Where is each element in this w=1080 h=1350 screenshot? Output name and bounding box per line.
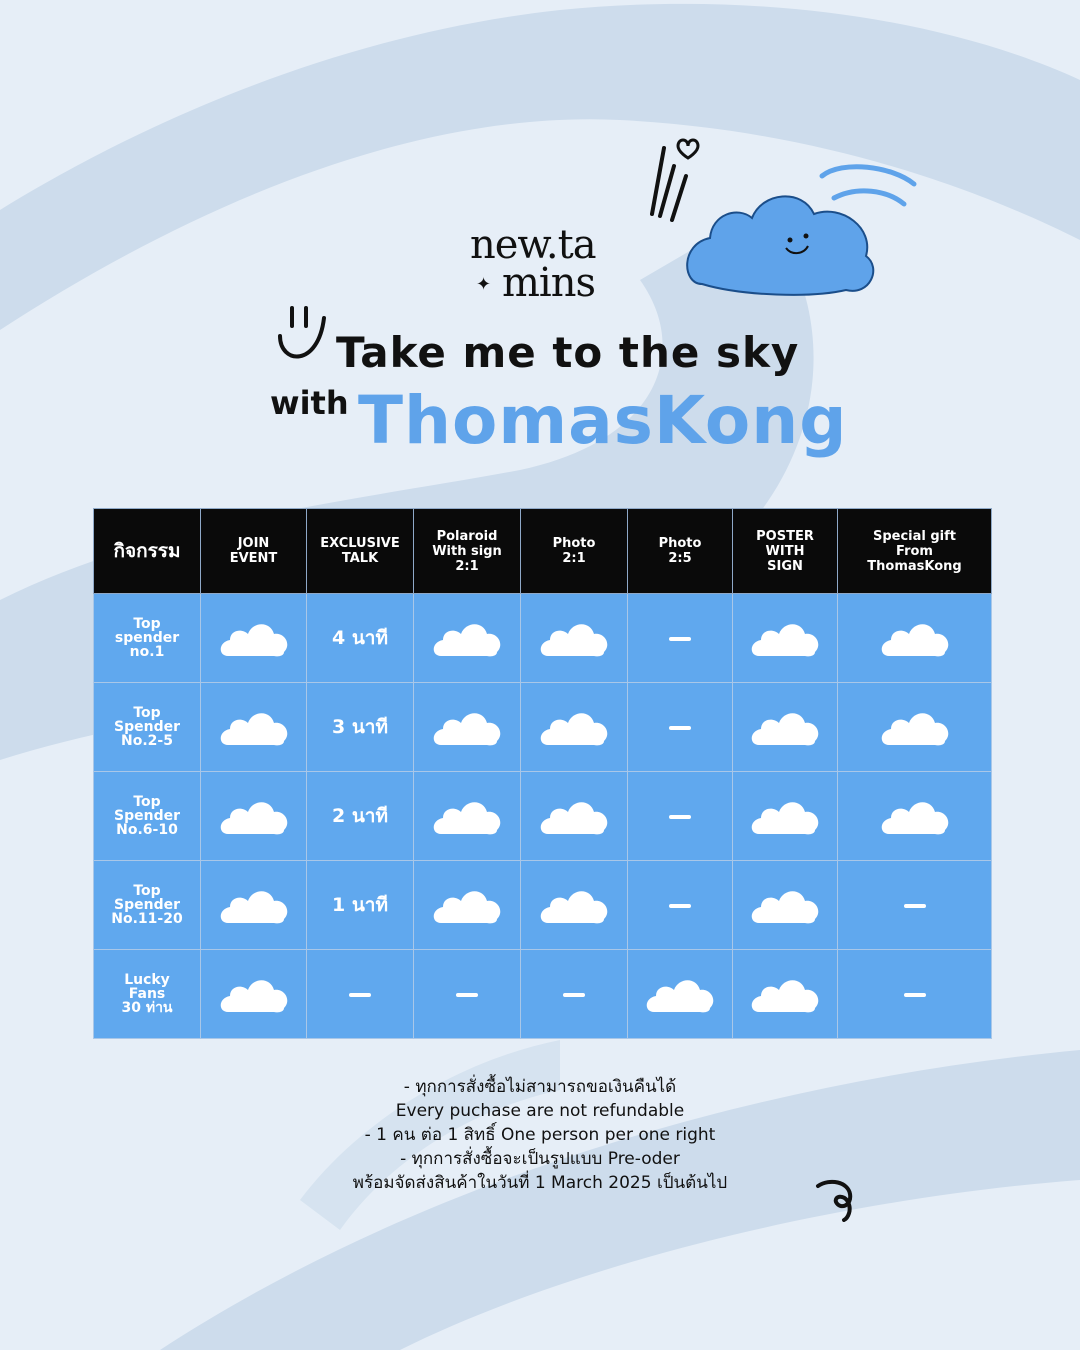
dash-icon bbox=[904, 904, 926, 908]
cloud-icon bbox=[218, 796, 290, 836]
table-cell bbox=[521, 861, 628, 950]
squiggle-icon bbox=[814, 1176, 864, 1222]
row-label bbox=[94, 594, 201, 683]
cloud-icon bbox=[879, 796, 951, 836]
dash-icon bbox=[669, 637, 691, 641]
column-header bbox=[838, 509, 992, 594]
cloud-icon bbox=[538, 707, 610, 747]
note-line: - ทุกการสั่งซื้อไม่สามารถขอเงินคืนได้ bbox=[403, 1077, 677, 1097]
table-cell bbox=[733, 861, 838, 950]
table-cell bbox=[838, 683, 992, 772]
column-header bbox=[414, 509, 521, 594]
cloud-icon bbox=[538, 796, 610, 836]
row-label-line: spender bbox=[114, 630, 180, 646]
table-cell bbox=[521, 683, 628, 772]
dash-icon bbox=[904, 993, 926, 997]
row-label bbox=[94, 772, 201, 861]
header-line: EXCLUSIVE bbox=[320, 536, 400, 551]
table-row bbox=[94, 861, 992, 950]
cloud-icon bbox=[218, 885, 290, 925]
row-label-line: 30 ท่าน bbox=[121, 1000, 173, 1016]
brand-star-icon: ✦ bbox=[476, 274, 491, 295]
brand-logo bbox=[470, 222, 620, 306]
table-cell bbox=[307, 772, 414, 861]
talk-duration: 3 นาที bbox=[331, 716, 389, 738]
table-cell bbox=[521, 594, 628, 683]
row-label-line: Spender bbox=[114, 719, 180, 735]
table-cell bbox=[628, 772, 733, 861]
table-cell bbox=[201, 594, 307, 683]
header-line: Photo bbox=[658, 536, 702, 551]
note-line: - ทุกการสั่งซื้อจะเป็นรูปแบบ Pre-oder bbox=[400, 1149, 680, 1169]
cloud-icon bbox=[218, 707, 290, 747]
row-label-line: Top bbox=[133, 616, 161, 632]
table-cell bbox=[838, 772, 992, 861]
talk-duration: 4 นาที bbox=[331, 627, 389, 649]
table-cell bbox=[414, 861, 521, 950]
header-line: Special gift bbox=[872, 528, 957, 544]
table-cell bbox=[201, 772, 307, 861]
cloud-icon bbox=[218, 618, 290, 658]
table-row bbox=[94, 950, 992, 1039]
table-cell bbox=[307, 683, 414, 772]
column-header bbox=[733, 509, 838, 594]
row-label-line: Lucky bbox=[124, 972, 170, 988]
header-line: JOIN bbox=[237, 536, 270, 551]
table-cell bbox=[628, 683, 733, 772]
column-header bbox=[521, 509, 628, 594]
row-label-line: no.1 bbox=[129, 644, 165, 660]
header-line: TALK bbox=[341, 551, 379, 566]
table-cell bbox=[733, 594, 838, 683]
table-body bbox=[94, 594, 992, 1039]
table-cell bbox=[201, 683, 307, 772]
row-label-line: Spender bbox=[114, 808, 180, 824]
header-line: 2:1 bbox=[455, 558, 479, 574]
talk-duration: 2 นาที bbox=[331, 805, 389, 827]
row-label-line: No.6-10 bbox=[116, 822, 178, 838]
note-line: พร้อมจัดส่งสินค้าในวันที่ 1 March 2025 เป็นต้นไป bbox=[352, 1173, 728, 1193]
table-cell bbox=[733, 950, 838, 1039]
header-line: 2:1 bbox=[562, 551, 586, 566]
cloud-icon bbox=[431, 885, 503, 925]
table-cell bbox=[414, 772, 521, 861]
note-line: - 1 คน ต่อ 1 สิทธิ์ One person per one right bbox=[364, 1125, 716, 1145]
cloud-icon bbox=[749, 974, 821, 1014]
row-label-line: No.11-20 bbox=[111, 911, 183, 927]
table-cell bbox=[307, 950, 414, 1039]
table-cell bbox=[307, 594, 414, 683]
column-header bbox=[628, 509, 733, 594]
terms-notes bbox=[240, 1075, 840, 1195]
headline-with: with bbox=[270, 384, 349, 422]
table-cell bbox=[307, 861, 414, 950]
cloud-icon bbox=[749, 618, 821, 658]
dash-icon bbox=[669, 815, 691, 819]
dash-icon bbox=[669, 726, 691, 730]
cloud-icon bbox=[749, 707, 821, 747]
brand-line-2 bbox=[470, 260, 620, 306]
row-label-line: Top bbox=[133, 705, 161, 721]
dash-icon bbox=[349, 993, 371, 997]
cloud-icon bbox=[538, 885, 610, 925]
header-line: SIGN bbox=[767, 558, 803, 574]
table-cell bbox=[414, 950, 521, 1039]
row-label bbox=[94, 861, 201, 950]
row-label-line: Top bbox=[133, 794, 161, 810]
cloud-icon bbox=[879, 707, 951, 747]
header-line: Photo bbox=[552, 536, 596, 551]
header-line: With sign bbox=[432, 543, 502, 559]
dash-icon bbox=[669, 904, 691, 908]
dash-icon bbox=[456, 993, 478, 997]
table-cell bbox=[628, 950, 733, 1039]
column-header bbox=[307, 509, 414, 594]
header-line: From bbox=[896, 543, 933, 559]
table-cell bbox=[733, 683, 838, 772]
table-cell bbox=[414, 683, 521, 772]
table-row bbox=[94, 772, 992, 861]
header-line: WITH bbox=[765, 543, 805, 559]
headline-line-1: Take me to the sky bbox=[336, 328, 800, 377]
smiley-icon bbox=[272, 302, 332, 372]
column-header bbox=[201, 509, 307, 594]
cloud-icon bbox=[749, 796, 821, 836]
table-cell bbox=[838, 594, 992, 683]
header-line: ThomasKong bbox=[867, 558, 962, 574]
cloud-icon bbox=[644, 974, 716, 1014]
row-label-line: Top bbox=[133, 883, 161, 899]
cloud-icon bbox=[538, 618, 610, 658]
table-cell bbox=[628, 861, 733, 950]
cloud-icon bbox=[218, 974, 290, 1014]
table-header-row bbox=[94, 509, 992, 594]
table-cell bbox=[201, 861, 307, 950]
table-cell bbox=[733, 772, 838, 861]
row-label bbox=[94, 950, 201, 1039]
table-cell bbox=[201, 950, 307, 1039]
table-cell bbox=[628, 594, 733, 683]
talk-duration: 1 นาที bbox=[331, 894, 389, 916]
cloud-icon bbox=[431, 707, 503, 747]
cloud-mascot-icon bbox=[682, 164, 922, 304]
brand-line-2-text: mins bbox=[502, 260, 596, 306]
cloud-icon bbox=[431, 618, 503, 658]
cloud-icon bbox=[431, 796, 503, 836]
header-line: 2:5 bbox=[668, 551, 692, 566]
row-label-line: Spender bbox=[114, 897, 180, 913]
table-cell bbox=[521, 950, 628, 1039]
table-cell bbox=[414, 594, 521, 683]
row-label-line: No.2-5 bbox=[121, 733, 173, 749]
table-cell bbox=[838, 861, 992, 950]
row-label-line: Fans bbox=[128, 986, 166, 1002]
header-line: POSTER bbox=[756, 528, 814, 544]
headline-artist-name: ThomasKong bbox=[358, 382, 848, 459]
header-line: กิจกรรม bbox=[113, 539, 181, 562]
table-row bbox=[94, 594, 992, 683]
dash-icon bbox=[563, 993, 585, 997]
header-activity bbox=[94, 509, 201, 594]
note-line: Every puchase are not refundable bbox=[395, 1101, 685, 1121]
header-line: EVENT bbox=[229, 551, 278, 566]
cloud-icon bbox=[749, 885, 821, 925]
header-line: Polaroid bbox=[436, 528, 498, 544]
table-cell bbox=[838, 950, 992, 1039]
row-label bbox=[94, 683, 201, 772]
table-row bbox=[94, 683, 992, 772]
benefits-table bbox=[93, 508, 992, 1039]
cloud-icon bbox=[879, 618, 951, 658]
brand-line-1: new.ta bbox=[470, 222, 596, 268]
table-cell bbox=[521, 772, 628, 861]
